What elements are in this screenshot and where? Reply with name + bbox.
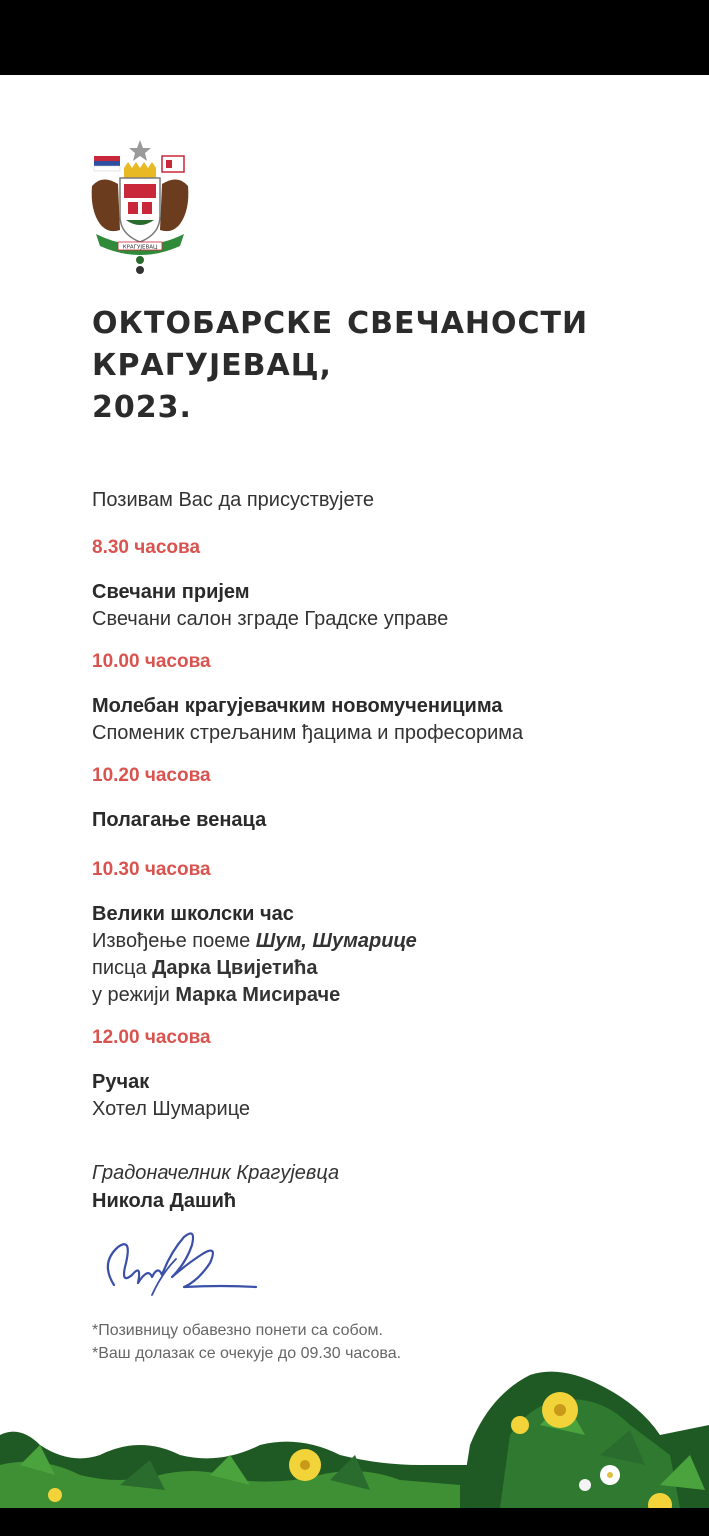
title-line-2: КРАГУЈЕВАЦ, [92, 348, 332, 383]
event-item [92, 1069, 652, 1123]
title-line-1: ОКТОБАРСКЕ СВЕЧАНОСТИ [92, 306, 589, 341]
event-location: Споменик стрељаним ђацима и професорима [92, 722, 524, 744]
event-time: 10.30 часова [92, 859, 211, 880]
navigation-bar [0, 1508, 709, 1536]
event-time: 8.30 часова [92, 537, 201, 558]
event-location: Хотел Шумарице [92, 1098, 251, 1120]
note-line: *Позивницу обавезно понети са собом. [92, 1322, 383, 1339]
event-time: 10.20 часова [92, 765, 211, 786]
event-detail: Извођење поеме Шум, Шумарице [92, 930, 417, 952]
status-bar [0, 0, 709, 75]
event-item [92, 901, 652, 1009]
signatory-role: Градоначелник Крагујевца [92, 1162, 340, 1184]
event-title: Свечани пријем [92, 581, 250, 603]
event-title: Полагање венаца [92, 809, 267, 831]
signatory [92, 1159, 339, 1215]
event-director: у режији Марка Мисираче [92, 984, 341, 1006]
page-title [92, 303, 588, 429]
coat-of-arms-icon [88, 138, 192, 278]
writer-name: Дарка Цвијетића [152, 957, 318, 979]
foliage-decoration-icon [0, 1315, 709, 1508]
invitation-page [0, 75, 709, 1508]
event-title: Велики школски час [92, 903, 294, 925]
event-item [92, 579, 652, 633]
event-time: 10.00 часова [92, 651, 211, 672]
note-line: *Ваш долазак се очекује до 09.30 часова. [92, 1345, 402, 1362]
intro-text: Позивам Вас да присуствујете [92, 489, 375, 511]
title-line-3: 2023. [92, 390, 192, 425]
coat-of-arms-label: КРАГУЈЕВАЦ [122, 244, 158, 251]
signature-icon [92, 1223, 262, 1313]
event-title: Молебан крагујевачким новомученицима [92, 695, 503, 717]
event-title: Ручак [92, 1071, 150, 1093]
poem-title: Шум, Шумарице [255, 930, 417, 952]
event-writer: писца Дарка Цвијетића [92, 957, 318, 979]
director-name: Марка Мисираче [175, 984, 341, 1006]
program [92, 487, 652, 1138]
signatory-name: Никола Дашић [92, 1190, 237, 1212]
event-item [92, 807, 652, 834]
event-location: Свечани салон зграде Градске управе [92, 608, 449, 630]
event-time: 12.00 часова [92, 1027, 211, 1048]
event-item [92, 693, 652, 747]
